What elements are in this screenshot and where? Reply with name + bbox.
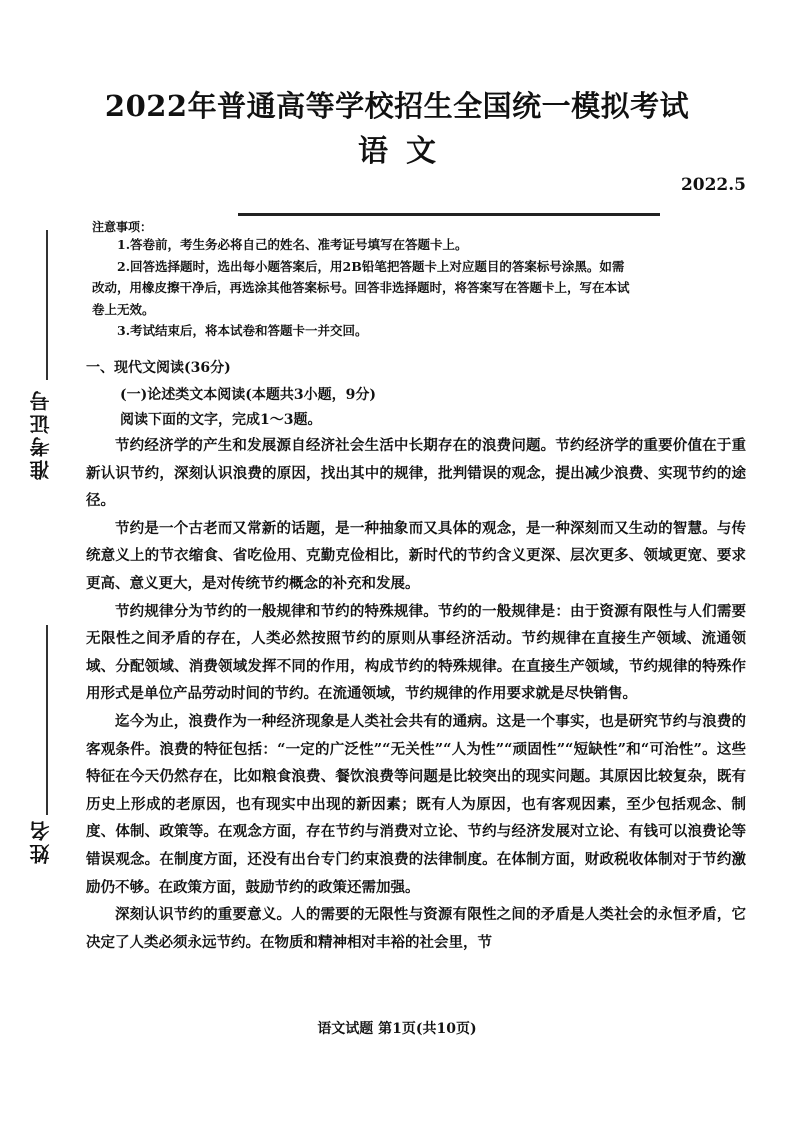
passage-paragraph: 节约是一个古老而又常新的话题，是一种抽象而又具体的观念，是一种深刻而又生动的智慧。与传统意义上的节衣缩食、省吃俭用、克勤克俭相比，新时代的节约含义更深、层次更多、领域更宽、要求更高、意义更大，是对传统节约概念的补充和发展。 [86, 519, 746, 592]
notice-item: 2.回答选择题时，选出每小题答案后，用2B铅笔把答题卡上对应题目的答案标号涂黑。如需 [117, 258, 625, 274]
name-label: 姓名 [29, 818, 53, 864]
exam-date: 2022.5 [680, 175, 746, 195]
notice-item: 卷上无效。 [92, 301, 155, 317]
passage-paragraph: 节约规律分为节约的一般规律和节约的特殊规律。节约的一般规律是：由于资源有限性与人们需要无限性之间矛盾的存在，人类必然按照节约的原则从事经济活动。节约规律在直接生产领域、流通领域、分配领域、消费领域发挥不同的作用，构成节约的特殊规律。在直接生产领域，节约规律的特殊作用形式是单位产品劳动时间的节约。在流通领域，节约规律的作用要求就是尽快销售。 [86, 602, 746, 703]
passage-paragraph: 迄今为止，浪费作为一种经济现象是人类社会共有的通病。这是一个事实，也是研究节约与浪费的客观条件。浪费的特征包括：“一定的广泛性”“无关性”“人为性”“顽固性”“短缺性”和“可治性”。这些特征在今天仍然存在，比如粮食浪费、餐饮浪费等问题是比较突出的现实问题。其原因比较复杂，既有历史上形成的老原因，也有现实中出现的新因素；既有人为原因，也有客观因素，至少包括观念、制度、体制、政策等。在观念方面，存在节约与消费对立论、节约与经济发展对立论、有钱可以浪费论等错误观念。在制度方面，还没有出台专门约束浪费的法律制度。在体制方面，财政税收体制对于节约激励仍不够。在政策方面，鼓励节约的政策还需加强。 [86, 712, 746, 896]
notice-item: 改动，用橡皮擦干净后，再选涂其他答案标号。回答非选择题时，将答案写在答题卡上，写在本试 [92, 280, 630, 295]
notice-label: 注意事项： [92, 220, 153, 234]
exam-number-line [46, 230, 48, 380]
notice-list [92, 234, 742, 342]
exam-number-label: 准考证号 [29, 388, 53, 480]
reading-instruction: 阅读下面的文字，完成1～3题。 [120, 412, 322, 428]
section-title: 一、现代文阅读(36分) [86, 360, 231, 376]
notice-item: 1.答卷前，考生务必将自己的姓名、准考证号填写在答题卡上。 [117, 237, 468, 252]
name-line [46, 625, 48, 815]
passage-paragraph: 节约经济学的产生和发展源自经济社会生活中长期存在的浪费问题。节约经济学的重要价值在于重新认识节约，深刻认识浪费的原因，找出其中的规律，批判错误的观念，提出减少浪费、实现节约的途径。 [86, 437, 746, 510]
passage-paragraph: 深刻认识节约的重要意义。人的需要的无限性与资源有限性之间的矛盾是人类社会的永恒矛盾，它决定了人类必须永远节约。在物质和精神相对丰裕的社会里，节 [86, 906, 746, 951]
exam-title: 2022年普通高等学校招生全国统一模拟考试 [104, 89, 690, 123]
header-rule [238, 213, 660, 216]
subject-title: 语文 [358, 134, 454, 169]
reading-passage [86, 432, 746, 956]
notice-item: 3.考试结束后，将本试卷和答题卡一并交回。 [117, 323, 368, 338]
subsection-title: (一)论述类文本阅读(本题共3小题，9分) [120, 387, 376, 403]
page-footer: 语文试题 第1页(共10页) [317, 1021, 477, 1037]
